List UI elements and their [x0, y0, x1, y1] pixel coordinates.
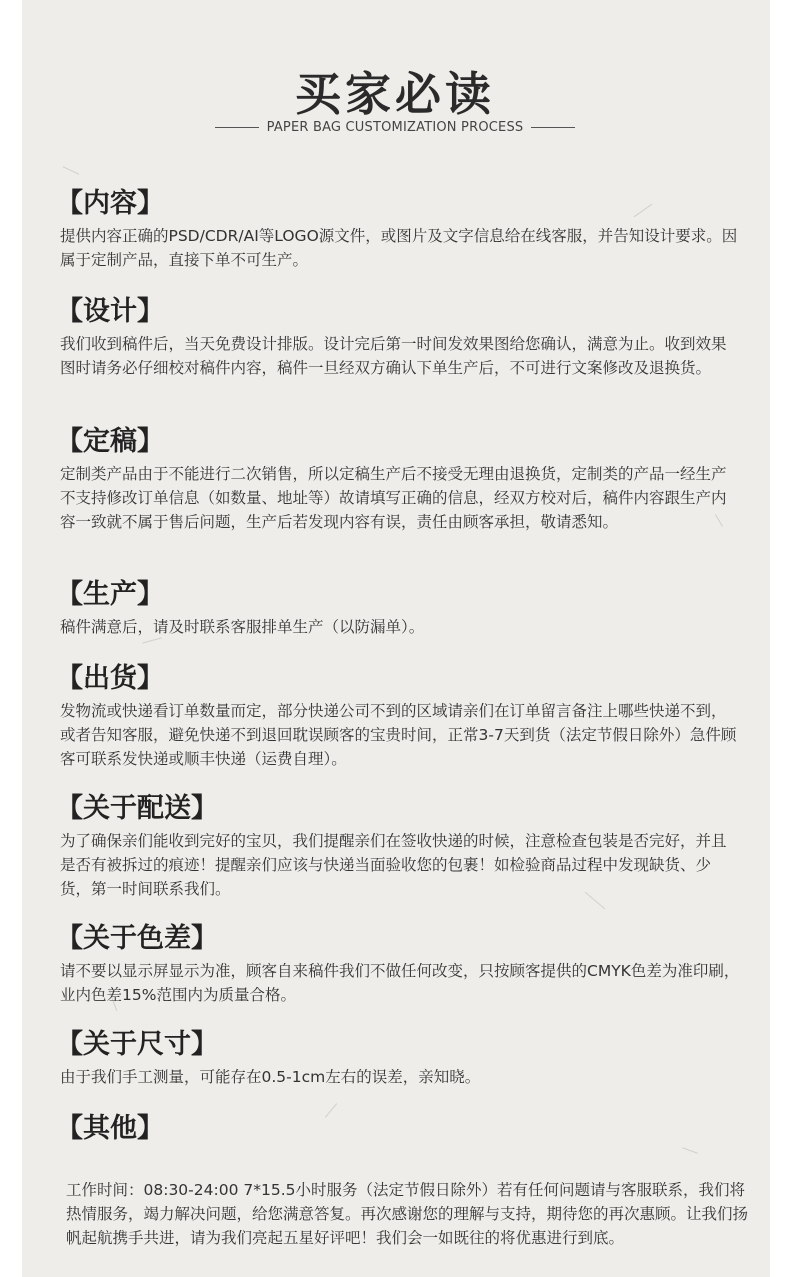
section-size	[56, 1025, 740, 1109]
subtitle-rule-left	[215, 127, 259, 128]
section-design	[56, 292, 740, 422]
subtitle: PAPER BAG CUSTOMIZATION PROCESS	[266, 120, 524, 135]
section-final-draft	[56, 422, 740, 575]
section-heading: 【内容】	[56, 188, 164, 219]
section-body: 稿件满意后，请及时联系客服排单生产（以防漏单）。	[60, 618, 425, 636]
section-heading: 【关于配送】	[56, 793, 218, 824]
section-heading: 【关于色差】	[56, 923, 218, 954]
section-body: 定制类产品由于不能进行二次销售，所以定稿生产后不接受无理由退换货，定制类的产品一经生产不支持修改订单信息（如数量、地址等）故请填写正确的信息，经双方校对后，稿件内容跟生产内容一致就不属于售后问题，生产后若发现内容有误，责任由顾客承担，敬请悉知。	[60, 465, 727, 531]
section-heading: 【其他】	[56, 1113, 164, 1144]
section-color-difference	[56, 919, 740, 1025]
section-heading: 【设计】	[56, 296, 164, 327]
sections-list	[56, 184, 740, 1169]
page-title: 买家必读	[295, 67, 495, 121]
section-heading: 【关于尺寸】	[56, 1029, 218, 1060]
section-production	[56, 575, 740, 659]
section-content	[56, 184, 740, 292]
subtitle-row	[0, 120, 790, 135]
section-heading: 【定稿】	[56, 426, 164, 457]
section-heading: 【出货】	[56, 663, 164, 694]
section-body: 发物流或快递看订单数量而定，部分快递公司不到的区域请亲们在订单留言备注上哪些快递不到，或者告知客服，避免快递不到退回耽误顾客的宝贵时间，正常3-7天到货（法定节假日除外）急件顾客可联系发快递或顺丰快递（运费自理）。	[60, 702, 737, 768]
section-body: 提供内容正确的PSD/CDR/AI等LOGO源文件，或图片及文字信息给在线客服，并告知设计要求。因属于定制产品，直接下单不可生产。	[60, 227, 738, 269]
section-delivery	[56, 789, 740, 919]
section-heading: 【生产】	[56, 579, 164, 610]
subtitle-rule-right	[531, 127, 575, 128]
section-body: 请不要以显示屏显示为准，顾客自来稿件我们不做任何改变，只按顾客提供的CMYK色差为准印刷，业内色差15%范围内为质量合格。	[60, 962, 740, 1004]
footer-text: 工作时间：08:30-24:00 7*15.5小时服务（法定节假日除外）若有任何问题请与客服联系，我们将热情服务，竭力解决问题，给您满意答复。再次感谢您的理解与支持，期待您的再次惠顾。让我们扬帆起航携手共进，请为我们亮起五星好评吧！我们会一如既往的将优惠进行到底。	[66, 1181, 749, 1247]
section-body: 为了确保亲们能收到完好的宝贝，我们提醒亲们在签收快递的时候，注意检查包装是否完好，并且是否有被拆过的痕迹！提醒亲们应该与快递当面验收您的包裹！如检验商品过程中发现缺货、少货，第一时间联系我们。	[60, 832, 727, 898]
section-other	[56, 1109, 740, 1169]
section-body: 我们收到稿件后，当天免费设计排版。设计完后第一时间发效果图给您确认，满意为止。收到效果图时请务必仔细校对稿件内容，稿件一旦经双方确认下单生产后，不可进行文案修改及退换货。	[60, 335, 727, 377]
section-shipping	[56, 659, 740, 789]
section-body: 由于我们手工测量，可能存在0.5-1cm左右的误差，亲知晓。	[60, 1068, 481, 1086]
